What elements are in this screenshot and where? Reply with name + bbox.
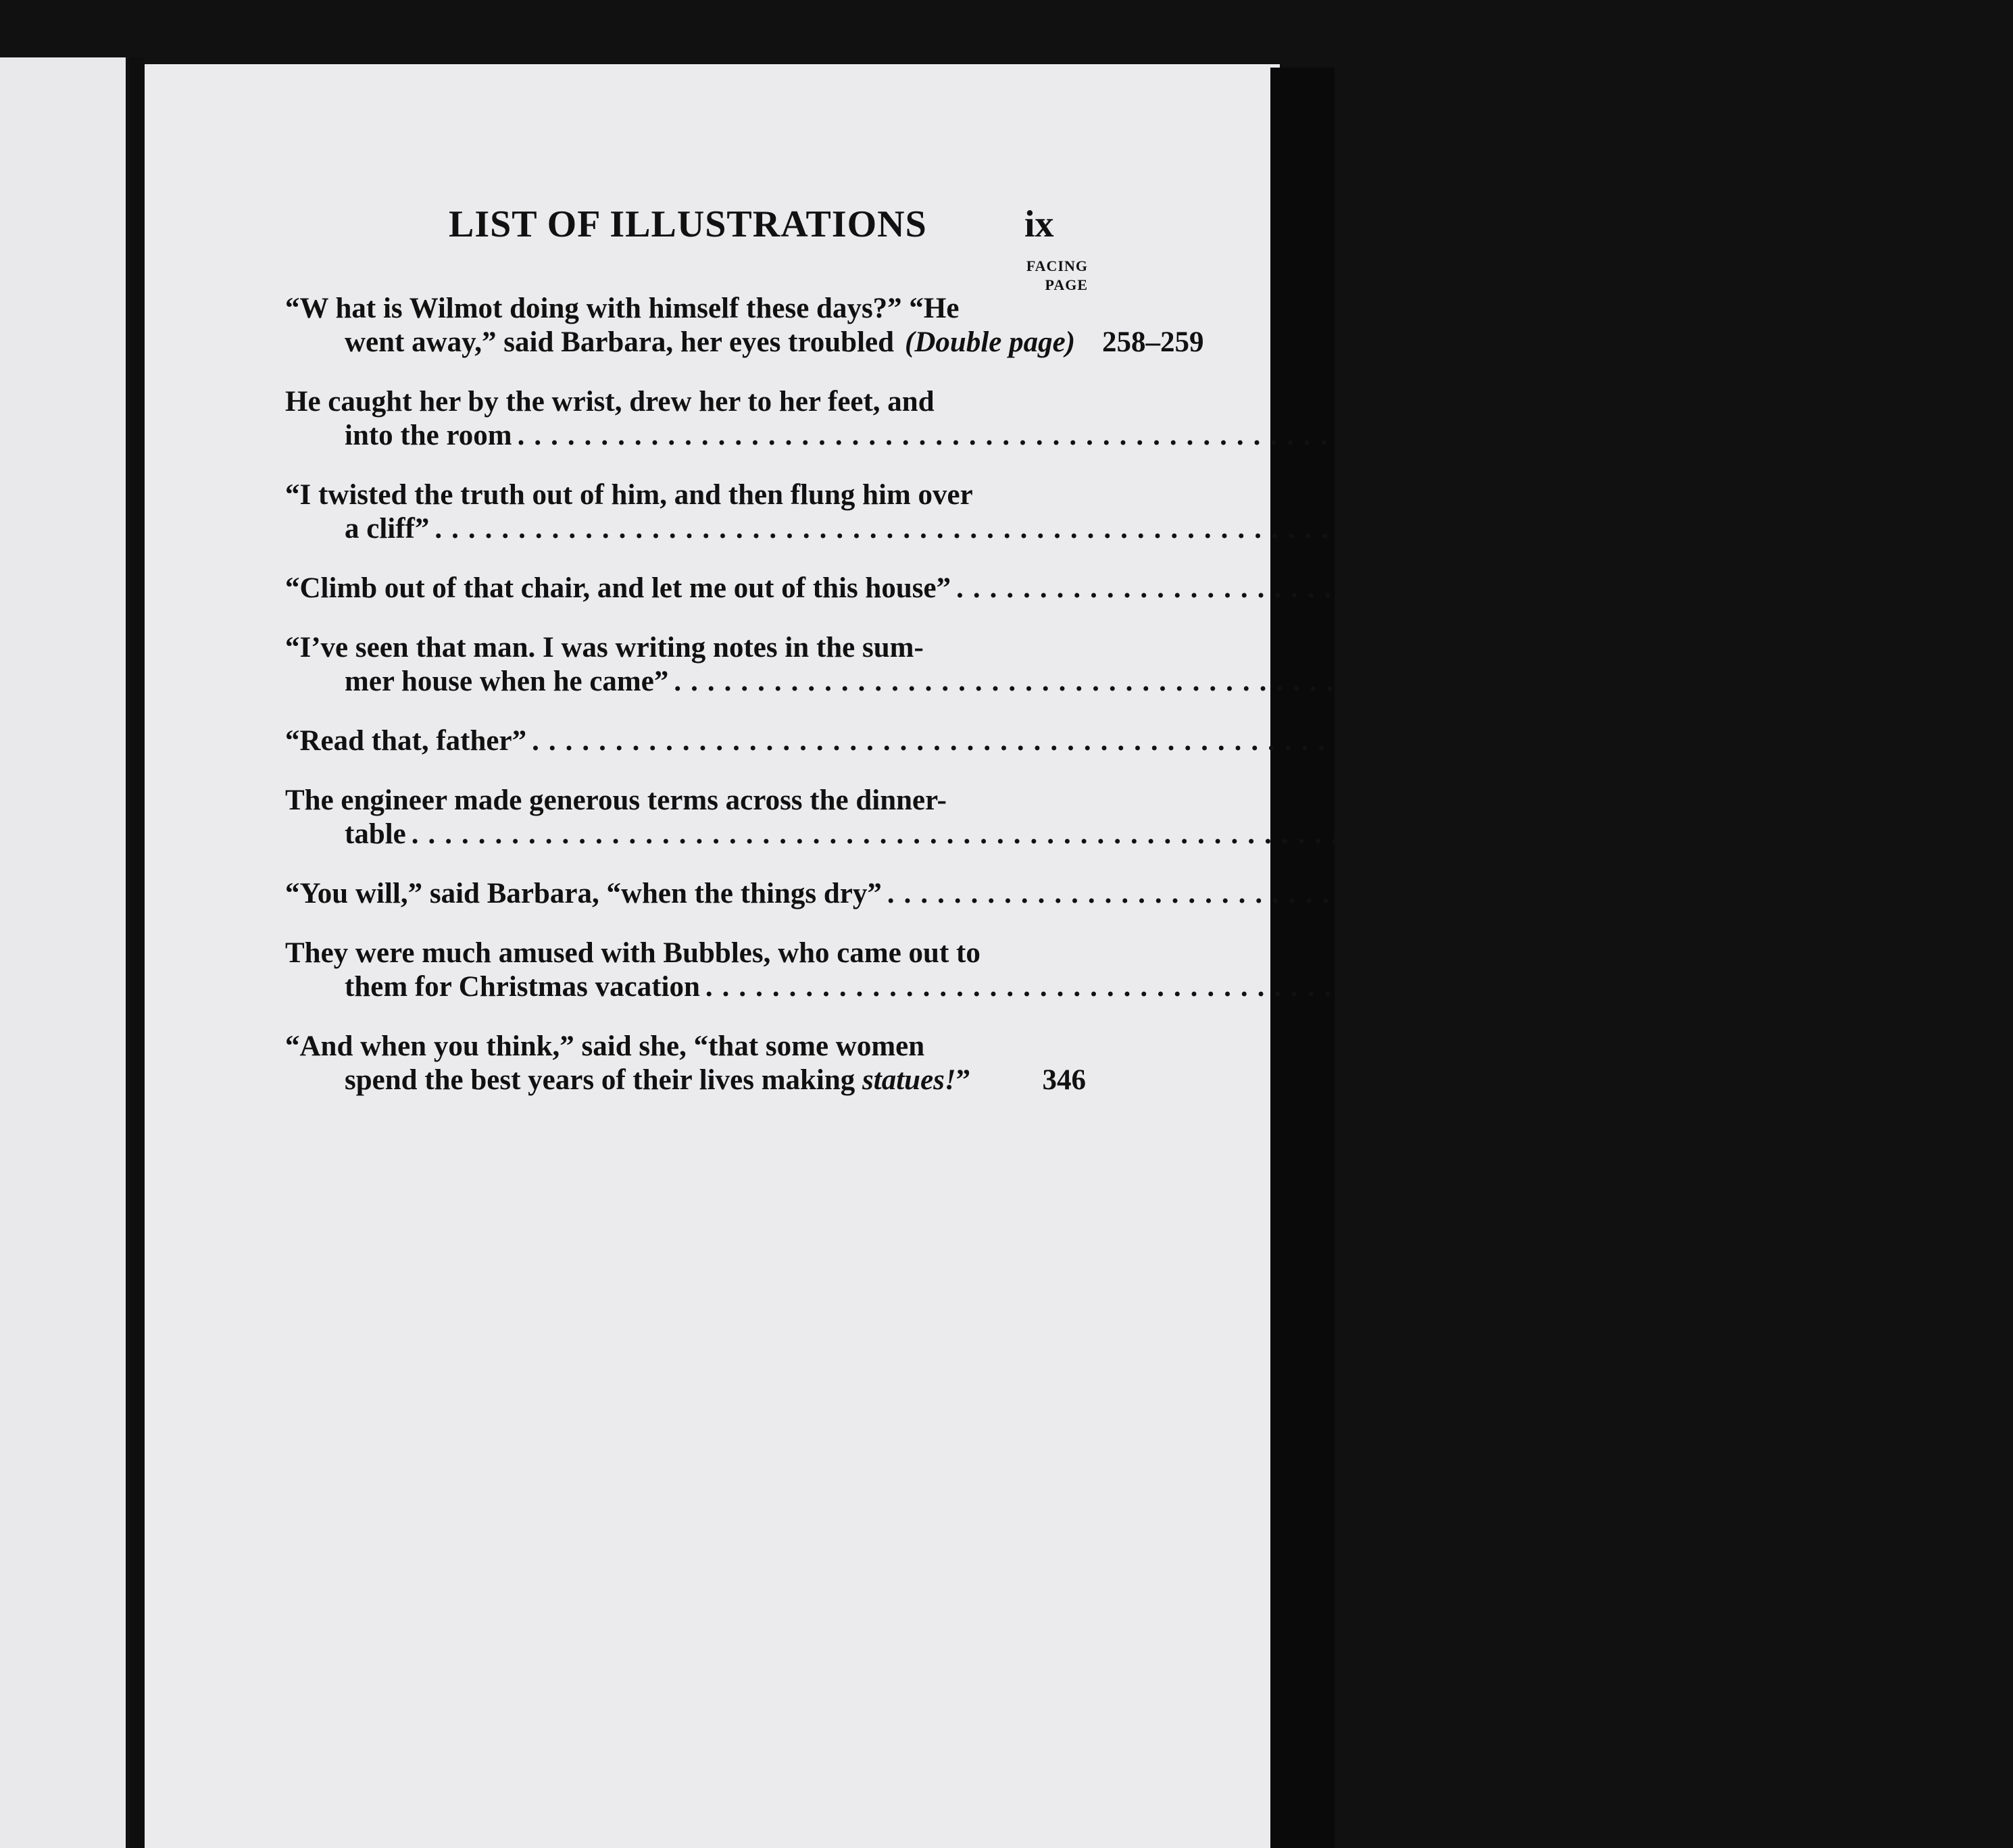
entry-note: (Double page) <box>1420 818 1591 850</box>
illustrations-list <box>285 292 2013 1123</box>
facing-label-line2: PAGE <box>1045 276 1088 293</box>
entry-page: 346 <box>1042 1064 1086 1096</box>
entry-note: (Double page) <box>1714 971 1885 1003</box>
list-item <box>285 292 1204 359</box>
entry-caption: “Read that, father” <box>285 725 527 757</box>
entry-page: 258–259 <box>1102 326 1204 358</box>
dot-leader: ............................................................ <box>411 818 1415 850</box>
entry-caption-line1: “W hat is Wilmot doing with himself these days?” “He <box>285 293 960 324</box>
entry-closing-quote: ” <box>955 1064 971 1096</box>
entry-note: (Double page) <box>1541 725 1712 757</box>
entry-note: (Double page) <box>1526 420 1697 451</box>
list-item <box>285 724 1840 758</box>
entry-caption-line2: mer house when he came” <box>345 666 669 697</box>
entry-caption-line1: The engineer made generous terms across the dinner- <box>285 784 947 816</box>
entry-italic-word: statues! <box>862 1064 956 1096</box>
entry-page: 340–341 <box>1617 818 1720 850</box>
page-number: ix <box>1024 203 1054 245</box>
list-item <box>285 572 2009 605</box>
entry-caption-text: spend the best years of their lives making <box>345 1064 855 1096</box>
entry-page: 308–309 <box>1738 725 1840 757</box>
dot-leader: ............................................................ <box>887 878 1891 909</box>
scan-border <box>1270 68 1335 1848</box>
adjacent-page-edge <box>0 57 126 1848</box>
entry-page: 342 <box>1895 878 1940 909</box>
entry-caption-line2: went away,” said Barbara, her eyes troubled <box>345 326 895 358</box>
entry-page: 290 <box>1443 513 1487 545</box>
list-item <box>285 385 1826 453</box>
entry-caption-line1: “And when you think,” said she, “that some women <box>285 1030 925 1062</box>
facing-label-line1: FACING <box>1026 257 1088 274</box>
entry-caption-line2: a cliff” <box>345 513 430 545</box>
book-spine <box>130 57 145 1848</box>
dot-leader: ............................................................ <box>517 420 1521 451</box>
entry-page: 344–345 <box>1911 971 2013 1003</box>
entry-page: 298 <box>1965 572 2009 604</box>
list-item <box>285 937 2013 1004</box>
entry-note: (Double page) <box>905 326 1076 358</box>
list-item <box>285 631 1726 699</box>
entry-caption-line1: “I’ve seen that man. I was writing notes in the sum- <box>285 632 924 664</box>
dot-leader: ............................................................ <box>956 572 1960 604</box>
entry-caption-line2: table <box>345 818 406 850</box>
entry-caption-line2: into the room <box>345 420 512 451</box>
entry-caption-line1: He caught her by the wrist, drew her to her feet, and <box>285 386 935 418</box>
page-title: LIST OF ILLUSTRATIONS <box>449 203 927 245</box>
entry-caption-line1: They were much amused with Bubbles, who came out to <box>285 937 980 969</box>
list-item <box>285 1030 1086 1097</box>
dot-leader: ............................................................ <box>532 725 1536 757</box>
page-header <box>145 203 1280 264</box>
entry-caption-line2 <box>345 1064 970 1097</box>
entry-caption-line1: “I twisted the truth out of him, and then flung him over <box>285 479 973 511</box>
entry-page: 280–281 <box>1723 420 1826 451</box>
list-item <box>285 478 1487 546</box>
entry-caption-line2: them for Christmas vacation <box>345 971 700 1003</box>
dot-leader: ............................................................ <box>674 666 1678 697</box>
list-item <box>285 877 1940 911</box>
facing-page-label <box>980 257 1088 295</box>
entry-caption: “You will,” said Barbara, “when the things dry” <box>285 878 882 909</box>
entry-page: 306 <box>1683 666 1726 697</box>
list-item <box>285 784 1720 851</box>
dot-leader: ............................................................ <box>705 971 1709 1003</box>
dot-leader: ............................................................ <box>434 513 1439 545</box>
entry-caption: “Climb out of that chair, and let me out of this house” <box>285 572 951 604</box>
